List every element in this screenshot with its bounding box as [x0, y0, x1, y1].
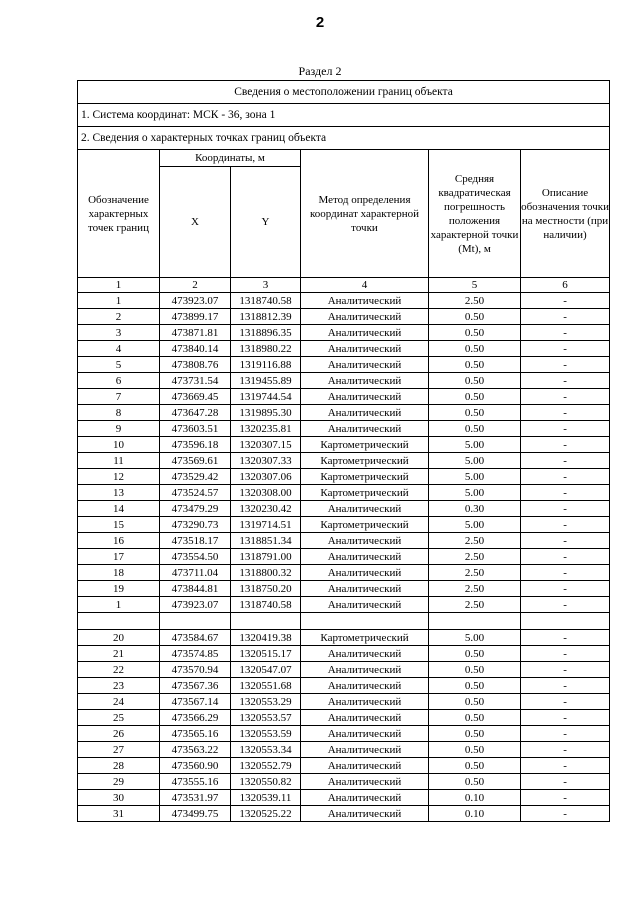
method: Аналитический: [301, 405, 429, 421]
method: Картометрический: [301, 630, 429, 646]
header-x: X: [160, 167, 231, 278]
coord-x: 473531.97: [160, 790, 231, 806]
table-row: [78, 517, 610, 533]
table-row: [78, 694, 610, 710]
coord-x: 473844.81: [160, 581, 231, 597]
point-designation: 20: [78, 630, 160, 646]
description: -: [521, 437, 610, 453]
coord-y: 1318896.35: [231, 325, 301, 341]
point-designation: 22: [78, 662, 160, 678]
method: Аналитический: [301, 293, 429, 309]
column-number: 5: [429, 278, 521, 293]
accuracy: 5.00: [429, 630, 521, 646]
table-row: [78, 469, 610, 485]
method: Аналитический: [301, 533, 429, 549]
point-designation: 28: [78, 758, 160, 774]
method: Картометрический: [301, 437, 429, 453]
description: -: [521, 405, 610, 421]
description: -: [521, 597, 610, 613]
accuracy: 0.50: [429, 309, 521, 325]
coord-x: 473290.73: [160, 517, 231, 533]
point-designation: 10: [78, 437, 160, 453]
section-label: Раздел 2: [298, 64, 342, 78]
accuracy: 2.50: [429, 565, 521, 581]
description: -: [521, 549, 610, 565]
accuracy: 2.50: [429, 533, 521, 549]
coordinate-system: 1. Система координат: МСК - 36, зона 1: [78, 104, 610, 127]
table-row: [78, 437, 610, 453]
method: Аналитический: [301, 549, 429, 565]
accuracy: 0.50: [429, 694, 521, 710]
coord-y: 1320553.29: [231, 694, 301, 710]
method: Картометрический: [301, 485, 429, 501]
accuracy: 5.00: [429, 517, 521, 533]
description: -: [521, 726, 610, 742]
coord-y: 1318791.00: [231, 549, 301, 565]
coord-y: 1318812.39: [231, 309, 301, 325]
coord-x: 473524.57: [160, 485, 231, 501]
coord-y: 1320230.42: [231, 501, 301, 517]
coord-x: 473899.17: [160, 309, 231, 325]
description: -: [521, 694, 610, 710]
method: Аналитический: [301, 357, 429, 373]
coord-x: 473563.22: [160, 742, 231, 758]
coord-y: 1320552.79: [231, 758, 301, 774]
description: -: [521, 710, 610, 726]
description: -: [521, 790, 610, 806]
empty-cell: [231, 613, 301, 630]
description: -: [521, 485, 610, 501]
coord-x: 473565.16: [160, 726, 231, 742]
method: Аналитический: [301, 726, 429, 742]
coord-x: 473479.29: [160, 501, 231, 517]
table-row: [78, 485, 610, 501]
description: -: [521, 453, 610, 469]
coord-y: 1319455.89: [231, 373, 301, 389]
accuracy: 0.10: [429, 806, 521, 822]
coord-x: 473923.07: [160, 293, 231, 309]
coord-y: 1320553.57: [231, 710, 301, 726]
column-number-row: [78, 278, 610, 293]
coord-x: 473840.14: [160, 341, 231, 357]
description: -: [521, 421, 610, 437]
table-row: [78, 726, 610, 742]
coord-x: 473731.54: [160, 373, 231, 389]
point-designation: 12: [78, 469, 160, 485]
coord-x: 473499.75: [160, 806, 231, 822]
method: Аналитический: [301, 389, 429, 405]
accuracy: 2.50: [429, 597, 521, 613]
description: -: [521, 662, 610, 678]
column-number: 6: [521, 278, 610, 293]
description: -: [521, 806, 610, 822]
description: -: [521, 581, 610, 597]
method: Аналитический: [301, 501, 429, 517]
coord-y: 1318740.58: [231, 597, 301, 613]
accuracy: 5.00: [429, 485, 521, 501]
header-coordinates: Координаты, м: [160, 150, 301, 167]
method: Аналитический: [301, 806, 429, 822]
point-designation: 1: [78, 293, 160, 309]
accuracy: 5.00: [429, 437, 521, 453]
description: -: [521, 469, 610, 485]
table-title: Сведения о местоположении границ объекта: [78, 81, 610, 104]
accuracy: 0.50: [429, 389, 521, 405]
table-row: [78, 581, 610, 597]
point-designation: 6: [78, 373, 160, 389]
table-row: [78, 742, 610, 758]
method: Картометрический: [301, 453, 429, 469]
method: Аналитический: [301, 678, 429, 694]
coord-y: 1320547.07: [231, 662, 301, 678]
point-designation: 1: [78, 597, 160, 613]
coord-y: 1320553.59: [231, 726, 301, 742]
accuracy: 0.50: [429, 758, 521, 774]
method: Аналитический: [301, 662, 429, 678]
page-number: 2: [315, 14, 325, 31]
coord-x: 473518.17: [160, 533, 231, 549]
header-description: Описание обозначения точки на местности (при наличии): [521, 150, 610, 278]
empty-cell: [301, 613, 429, 630]
method: Аналитический: [301, 742, 429, 758]
accuracy: 5.00: [429, 453, 521, 469]
points-heading: 2. Сведения о характерных точках границ объекта: [78, 127, 610, 150]
method: Аналитический: [301, 325, 429, 341]
header-y: Y: [231, 167, 301, 278]
point-designation: 30: [78, 790, 160, 806]
point-designation: 27: [78, 742, 160, 758]
table-row: [78, 389, 610, 405]
point-designation: 26: [78, 726, 160, 742]
coord-x: 473529.42: [160, 469, 231, 485]
description: -: [521, 533, 610, 549]
table-row: [78, 341, 610, 357]
accuracy: 2.50: [429, 581, 521, 597]
coord-x: 473566.29: [160, 710, 231, 726]
coord-y: 1320515.17: [231, 646, 301, 662]
point-designation: 2: [78, 309, 160, 325]
empty-cell: [521, 613, 610, 630]
description: -: [521, 341, 610, 357]
table-row: [78, 678, 610, 694]
table-row: [78, 565, 610, 581]
method: Аналитический: [301, 421, 429, 437]
description: -: [521, 293, 610, 309]
method: Аналитический: [301, 565, 429, 581]
method: Аналитический: [301, 646, 429, 662]
table-row: [78, 758, 610, 774]
coord-x: 473647.28: [160, 405, 231, 421]
coord-y: 1320307.15: [231, 437, 301, 453]
table-row: [78, 774, 610, 790]
table-row: [78, 357, 610, 373]
point-designation: 16: [78, 533, 160, 549]
method: Аналитический: [301, 710, 429, 726]
point-designation: 21: [78, 646, 160, 662]
coord-x: 473871.81: [160, 325, 231, 341]
coord-x: 473567.36: [160, 678, 231, 694]
accuracy: 0.50: [429, 341, 521, 357]
coord-x: 473555.16: [160, 774, 231, 790]
method: Картометрический: [301, 517, 429, 533]
header-designation: Обозначение характерных точек границ: [78, 150, 160, 278]
accuracy: 0.50: [429, 742, 521, 758]
method: Аналитический: [301, 581, 429, 597]
column-number: 1: [78, 278, 160, 293]
column-number: 3: [231, 278, 301, 293]
table-row: [78, 646, 610, 662]
table-row: [78, 549, 610, 565]
accuracy: 0.50: [429, 726, 521, 742]
coord-x: 473711.04: [160, 565, 231, 581]
empty-cell: [160, 613, 231, 630]
table-row: [78, 597, 610, 613]
coord-x: 473569.61: [160, 453, 231, 469]
point-designation: 3: [78, 325, 160, 341]
empty-cell: [429, 613, 521, 630]
header-accuracy: Средняя квадратическая погрешность положения характерной точки (Mt), м: [429, 150, 521, 278]
point-designation: 8: [78, 405, 160, 421]
accuracy: 0.50: [429, 710, 521, 726]
empty-cell: [78, 613, 160, 630]
coord-y: 1318980.22: [231, 341, 301, 357]
coord-x: 473808.76: [160, 357, 231, 373]
coord-y: 1319116.88: [231, 357, 301, 373]
table-row: [78, 710, 610, 726]
point-designation: 5: [78, 357, 160, 373]
accuracy: 0.50: [429, 662, 521, 678]
coord-x: 473923.07: [160, 597, 231, 613]
coord-y: 1320419.38: [231, 630, 301, 646]
description: -: [521, 517, 610, 533]
accuracy: 0.50: [429, 646, 521, 662]
accuracy: 2.50: [429, 293, 521, 309]
accuracy: 0.50: [429, 774, 521, 790]
description: -: [521, 357, 610, 373]
point-designation: 18: [78, 565, 160, 581]
accuracy: 0.50: [429, 678, 521, 694]
table-row: [78, 533, 610, 549]
table-row: [78, 790, 610, 806]
method: Аналитический: [301, 694, 429, 710]
coord-x: 473584.67: [160, 630, 231, 646]
description: -: [521, 678, 610, 694]
coord-x: 473554.50: [160, 549, 231, 565]
coord-x: 473574.85: [160, 646, 231, 662]
accuracy: 2.50: [429, 549, 521, 565]
point-designation: 13: [78, 485, 160, 501]
description: -: [521, 774, 610, 790]
coord-y: 1320307.33: [231, 453, 301, 469]
table-row: [78, 373, 610, 389]
description: -: [521, 630, 610, 646]
column-number: 2: [160, 278, 231, 293]
table-row: [78, 453, 610, 469]
point-designation: 14: [78, 501, 160, 517]
accuracy: 0.50: [429, 405, 521, 421]
coord-y: 1319714.51: [231, 517, 301, 533]
table-row: [78, 806, 610, 822]
method: Картометрический: [301, 469, 429, 485]
coord-y: 1319895.30: [231, 405, 301, 421]
accuracy: 0.50: [429, 325, 521, 341]
coord-y: 1318750.20: [231, 581, 301, 597]
coord-y: 1320307.06: [231, 469, 301, 485]
description: -: [521, 309, 610, 325]
point-designation: 24: [78, 694, 160, 710]
coord-y: 1318851.34: [231, 533, 301, 549]
point-designation: 15: [78, 517, 160, 533]
boundary-points-table: [77, 80, 610, 822]
coord-y: 1320550.82: [231, 774, 301, 790]
point-designation: 7: [78, 389, 160, 405]
point-designation: 4: [78, 341, 160, 357]
method: Аналитический: [301, 373, 429, 389]
description: -: [521, 325, 610, 341]
point-designation: 11: [78, 453, 160, 469]
accuracy: 0.50: [429, 421, 521, 437]
description: -: [521, 758, 610, 774]
table-row: [78, 405, 610, 421]
header-method: Метод определения координат характерной точки: [301, 150, 429, 278]
accuracy: 5.00: [429, 469, 521, 485]
method: Аналитический: [301, 774, 429, 790]
coord-x: 473596.18: [160, 437, 231, 453]
accuracy: 0.50: [429, 357, 521, 373]
coord-x: 473669.45: [160, 389, 231, 405]
point-designation: 9: [78, 421, 160, 437]
point-designation: 29: [78, 774, 160, 790]
point-designation: 19: [78, 581, 160, 597]
point-designation: 23: [78, 678, 160, 694]
accuracy: 0.10: [429, 790, 521, 806]
coord-y: 1320525.22: [231, 806, 301, 822]
table-row: [78, 501, 610, 517]
coord-y: 1320553.34: [231, 742, 301, 758]
method: Аналитический: [301, 790, 429, 806]
description: -: [521, 373, 610, 389]
coord-y: 1318800.32: [231, 565, 301, 581]
point-designation: 25: [78, 710, 160, 726]
accuracy: 0.50: [429, 373, 521, 389]
coord-x: 473603.51: [160, 421, 231, 437]
accuracy: 0.30: [429, 501, 521, 517]
coord-x: 473567.14: [160, 694, 231, 710]
method: Аналитический: [301, 309, 429, 325]
point-designation: 31: [78, 806, 160, 822]
column-number: 4: [301, 278, 429, 293]
description: -: [521, 501, 610, 517]
coord-y: 1319744.54: [231, 389, 301, 405]
table-row: [78, 421, 610, 437]
coord-y: 1320551.68: [231, 678, 301, 694]
coord-x: 473570.94: [160, 662, 231, 678]
description: -: [521, 646, 610, 662]
coord-y: 1320308.00: [231, 485, 301, 501]
table-row: [78, 293, 610, 309]
description: -: [521, 742, 610, 758]
coord-y: 1318740.58: [231, 293, 301, 309]
table-row: [78, 630, 610, 646]
method: Аналитический: [301, 597, 429, 613]
coord-x: 473560.90: [160, 758, 231, 774]
table-row: [78, 325, 610, 341]
description: -: [521, 565, 610, 581]
method: Аналитический: [301, 341, 429, 357]
method: Аналитический: [301, 758, 429, 774]
table-row: [78, 309, 610, 325]
coord-y: 1320539.11: [231, 790, 301, 806]
point-designation: 17: [78, 549, 160, 565]
coord-y: 1320235.81: [231, 421, 301, 437]
separator-row: [78, 613, 610, 630]
description: -: [521, 389, 610, 405]
table-row: [78, 662, 610, 678]
